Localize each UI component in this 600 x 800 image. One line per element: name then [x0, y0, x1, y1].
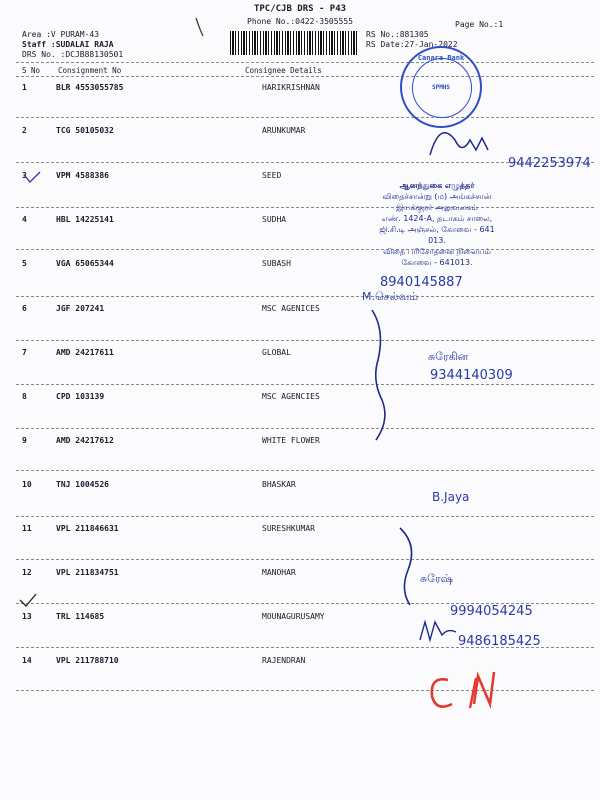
row-consignee: WHITE FLOWER: [262, 436, 320, 445]
row-consignment: AMD 24217611: [56, 348, 114, 357]
row-consignee: MOUNAGURUSAMY: [262, 612, 325, 621]
handwritten-note: M.செல்வம்: [362, 290, 419, 303]
row-consignee: SEED: [262, 171, 282, 180]
row-consignee: ARUNKUMAR: [262, 126, 306, 135]
rs-number: RS No.:881305: [366, 30, 429, 39]
handwritten-phone: 9994054245: [450, 604, 533, 619]
row-sno: 9: [22, 436, 27, 445]
row-consignment: TNJ 1004526: [56, 480, 109, 489]
stamp-line: விதைச்சான்று (ம) அங்கச்சான்: [382, 192, 492, 201]
row-sno: 5: [22, 259, 27, 268]
row-consignment: VGA 65065344: [56, 259, 114, 268]
row-consignee: SUDHA: [262, 215, 287, 224]
stamp-line: கோவை - 641013.: [401, 258, 473, 267]
row-sno: 2: [22, 126, 27, 135]
col-header-consignment: Consignment No: [58, 66, 122, 75]
row-sno: 12: [22, 568, 32, 577]
row-consignment: HBL 14225141: [56, 215, 114, 224]
row-consignment: JGF 207241: [56, 304, 105, 313]
document-title: TPC/CJB DRS - P43: [253, 4, 347, 14]
row-consignment: VPL 211846631: [56, 524, 119, 533]
row-sno: 6: [22, 304, 27, 313]
cn-text: [520, 686, 522, 687]
check-mark: [20, 594, 36, 606]
row-consignee: MSC AGENCIES: [262, 392, 320, 401]
handwritten-phone: 9442253974: [508, 156, 591, 171]
phone-number: Phone No.:0422-3505555: [247, 17, 353, 26]
row-sno: 11: [22, 524, 32, 533]
stamp-line: எண். 1424-A, தடாகம் சாலை,: [381, 214, 493, 223]
area-text: Area :V PURAM-43: [22, 30, 100, 39]
cn-mark: [432, 679, 452, 706]
row-consignment: TCG 50105032: [56, 126, 114, 135]
staff-text: Staff :SUDALAI RAJA: [22, 40, 114, 49]
row-sno: 3: [22, 171, 27, 180]
seal-center-text: SPMHS: [431, 84, 451, 91]
handwritten-signature: சுரேஷ்: [420, 572, 453, 585]
signature: [420, 622, 456, 640]
stamp-line: விதை பரிசோதனை நிலையம்: [383, 247, 491, 256]
row-sno: 1: [22, 83, 27, 92]
handwritten-phone: 9486185425: [458, 634, 541, 649]
row-sno: 14: [22, 656, 32, 665]
handwritten-name: சுரேகின: [428, 350, 469, 363]
col-header-consignee: Consignee Details: [245, 66, 322, 75]
row-consignment: CPD 103139: [56, 392, 105, 401]
stamp-line: இயக்குநர் அலுவலகம்: [396, 203, 478, 212]
handwritten-phone: 9344140309: [430, 368, 513, 383]
row-sno: 13: [22, 612, 32, 621]
row-consignee: MANOHAR: [262, 568, 296, 577]
row-consignee: RAJENDRAN: [262, 656, 306, 665]
row-sno: 10: [22, 480, 32, 489]
check-mark: [196, 18, 203, 36]
row-sno: 7: [22, 348, 27, 357]
row-consignee: BHASKAR: [262, 480, 296, 489]
stamp-line: ஜி.சி.டி அஞ்சல், கோவை - 641 013.: [379, 225, 495, 245]
row-consignment: BLR 4553055785: [56, 83, 124, 92]
row-consignee: SUBASH: [262, 259, 291, 268]
row-consignment: VPL 211788710: [56, 656, 119, 665]
page-number: Page No.:1: [455, 20, 504, 29]
row-sno: 4: [22, 215, 27, 224]
row-consignment: TRL 114685: [56, 612, 105, 621]
drs-number: DRS No. :DCJB88130501: [22, 50, 124, 59]
row-consignment: AMD 24217612: [56, 436, 114, 445]
cn-mark: [474, 672, 494, 704]
col-header-sno: S No: [22, 66, 41, 75]
row-consignment: VPM 4588386: [56, 171, 109, 180]
row-consignee: GLOBAL: [262, 348, 291, 357]
row-consignee: HARIKRISHNAN: [262, 83, 320, 92]
signature: [430, 133, 488, 155]
handwritten-phone: 8940145887: [380, 275, 463, 290]
rs-date: RS Date:27-Jan-2022: [366, 40, 458, 49]
check-mark: [24, 172, 40, 182]
handwritten-signature: B.Jaya: [432, 490, 470, 504]
row-consignee: MSC AGENICES: [262, 304, 320, 313]
seal-bank-text: Canara Bank: [417, 54, 465, 62]
bracket-mark: [400, 528, 412, 605]
bracket-mark: [372, 310, 385, 440]
stamp-line: ஆனந்துகை எழுத்தர்: [399, 181, 475, 190]
row-consignee: SURESHKUMAR: [262, 524, 315, 533]
row-sno: 8: [22, 392, 27, 401]
row-consignment: VPL 211834751: [56, 568, 119, 577]
